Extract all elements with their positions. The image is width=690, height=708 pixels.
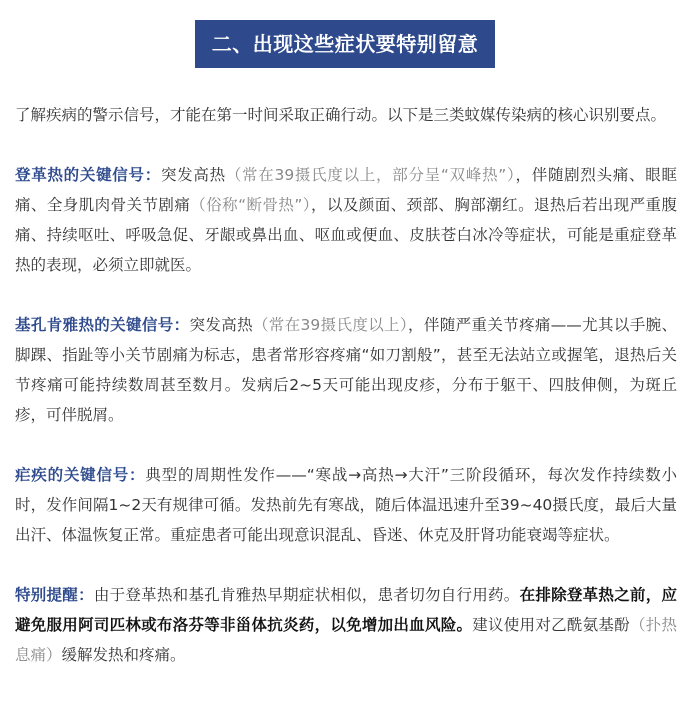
dengue-paragraph [15, 160, 677, 280]
intro-paragraph [15, 100, 677, 130]
chikungunya-note-1: （常在39摄氏度以上） [252, 316, 409, 334]
section-title: 二、出现这些症状要特别留意 [211, 32, 479, 56]
chikungunya-text-2: ，伴随严重关节疼痛——尤其以手腕、脚踝、指趾等小关节剧痛为标志，患者常形容疼痛“如刀割般”，甚至无法站立或握笔，退热后关节疼痛可能持续数周甚至数月。发病后2~5天可能出现皮疹，分布于躯干、四肢伸侧，为斑丘疹，可伴脱屑。 [15, 316, 677, 424]
reminder-paragraph [15, 580, 677, 670]
malaria-paragraph [15, 460, 677, 550]
dengue-text-1: 突发高热 [160, 166, 226, 184]
intro-text: 了解疾病的警示信号，才能在第一时间采取正确行动。以下是三类蚊媒传染病的核心识别要点。 [15, 106, 667, 124]
dengue-label: 登革热的关键信号： [15, 166, 161, 184]
chikungunya-text-1: 突发高热 [189, 316, 253, 334]
chikungunya-paragraph [15, 310, 677, 430]
malaria-text-1: 典型的周期性发作——“寒战→高热→大汗”三阶段循环，每次发作持续数小时，发作间隔1~2天有规律可循。发热前先有寒战，随后体温迅速升至39~40摄氏度，最后大量出汗、体温恢复正常。重症患者可能出现意识混乱、昏迷、休克及肝肾功能衰竭等症状。 [15, 466, 677, 544]
dengue-text-3: ，以及颜面、颈部、胸部潮红。退热后若出现严重腹痛、持续呕吐、呼吸急促、牙龈或鼻出血、呕血或便血、皮肤苍白冰冷等症状，可能是重症登革热的表现，必须立即就医。 [15, 196, 677, 274]
reminder-text-1: 由于登革热和基孔肯雅热早期症状相似，患者切勿自行用药。 [93, 586, 520, 604]
reminder-label: 特别提醒： [15, 586, 94, 604]
malaria-label: 疟疾的关键信号： [15, 466, 146, 484]
reminder-note-1: （扑热息痛） [15, 616, 677, 664]
reminder-text-2: 建议使用对乙酰氨基酚 [472, 616, 630, 634]
section-title-banner [195, 20, 495, 68]
dengue-text-2: ，伴随剧烈头痛、眼眶痛、全身肌肉骨关节剧痛 [15, 166, 677, 214]
chikungunya-label: 基孔肯雅热的关键信号： [15, 316, 190, 334]
dengue-note-2: （俗称“断骨热”） [190, 196, 311, 214]
dengue-note-1: （常在39摄氏度以上，部分呈“双峰热”） [225, 166, 516, 184]
article-body [15, 100, 677, 700]
reminder-warning: 在排除登革热之前，应避免服用阿司匹林或布洛芬等非甾体抗炎药，以免增加出血风险。 [15, 586, 677, 634]
reminder-text-3: 缓解发热和疼痛。 [61, 646, 186, 664]
